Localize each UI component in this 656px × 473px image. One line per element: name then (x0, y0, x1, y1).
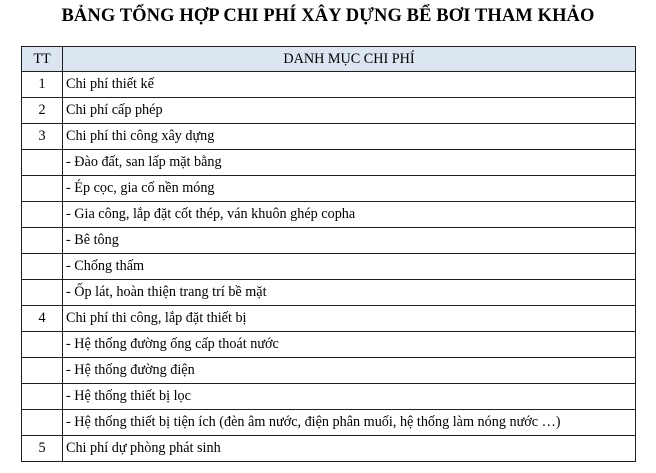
table-row (22, 202, 636, 228)
column-header-tt: TT (22, 47, 63, 72)
row-number: 1 (22, 72, 63, 98)
cost-subitem: - Gia công, lắp đặt cốt thép, ván khuôn ghép copha (63, 202, 636, 228)
row-number: 4 (22, 306, 63, 332)
row-number (22, 280, 63, 306)
table-row (22, 254, 636, 280)
table-row (22, 280, 636, 306)
cost-subitem: - Ốp lát, hoàn thiện trang trí bề mặt (63, 280, 636, 306)
cost-subitem: - Hệ thống thiết bị lọc (63, 384, 636, 410)
page-title: BẢNG TỔNG HỢP CHI PHÍ XÂY DỰNG BỂ BƠI THAM KHẢO (61, 6, 595, 26)
row-number (22, 150, 63, 176)
row-number (22, 228, 63, 254)
cost-item: Chi phí thi công, lắp đặt thiết bị (63, 306, 636, 332)
cost-subitem: - Bê tông (63, 228, 636, 254)
table-row (22, 176, 636, 202)
cost-subitem: - Chống thấm (63, 254, 636, 280)
row-number (22, 410, 63, 436)
table-row (22, 358, 636, 384)
cost-item: Chi phí dự phòng phát sinh (63, 436, 636, 462)
table-row (22, 124, 636, 150)
row-number: 3 (22, 124, 63, 150)
cost-subitem: - Hệ thống đường điện (63, 358, 636, 384)
cost-subitem: - Hệ thống đường ống cấp thoát nước (63, 332, 636, 358)
row-number (22, 176, 63, 202)
row-number (22, 202, 63, 228)
row-number (22, 358, 63, 384)
table-row (22, 306, 636, 332)
table-row (22, 410, 636, 436)
cost-item: Chi phí thiết kế (63, 72, 636, 98)
row-number: 2 (22, 98, 63, 124)
cost-subitem: - Ép cọc, gia cố nền móng (63, 176, 636, 202)
cost-item: Chi phí cấp phép (63, 98, 636, 124)
table-row (22, 332, 636, 358)
table-header-row (22, 47, 636, 72)
row-number (22, 254, 63, 280)
table-row (22, 228, 636, 254)
row-number (22, 332, 63, 358)
cost-summary-table (21, 46, 636, 462)
row-number: 5 (22, 436, 63, 462)
table-row (22, 98, 636, 124)
table-row (22, 72, 636, 98)
cost-item: Chi phí thi công xây dựng (63, 124, 636, 150)
cost-subitem: - Hệ thống thiết bị tiện ích (đèn âm nước, điện phân muối, hệ thống làm nóng nước …) (63, 410, 636, 436)
table-row (22, 436, 636, 462)
cost-subitem: - Đào đất, san lấp mặt bằng (63, 150, 636, 176)
row-number (22, 384, 63, 410)
column-header-category: DANH MỤC CHI PHÍ (63, 47, 636, 72)
table-row (22, 384, 636, 410)
table-row (22, 150, 636, 176)
